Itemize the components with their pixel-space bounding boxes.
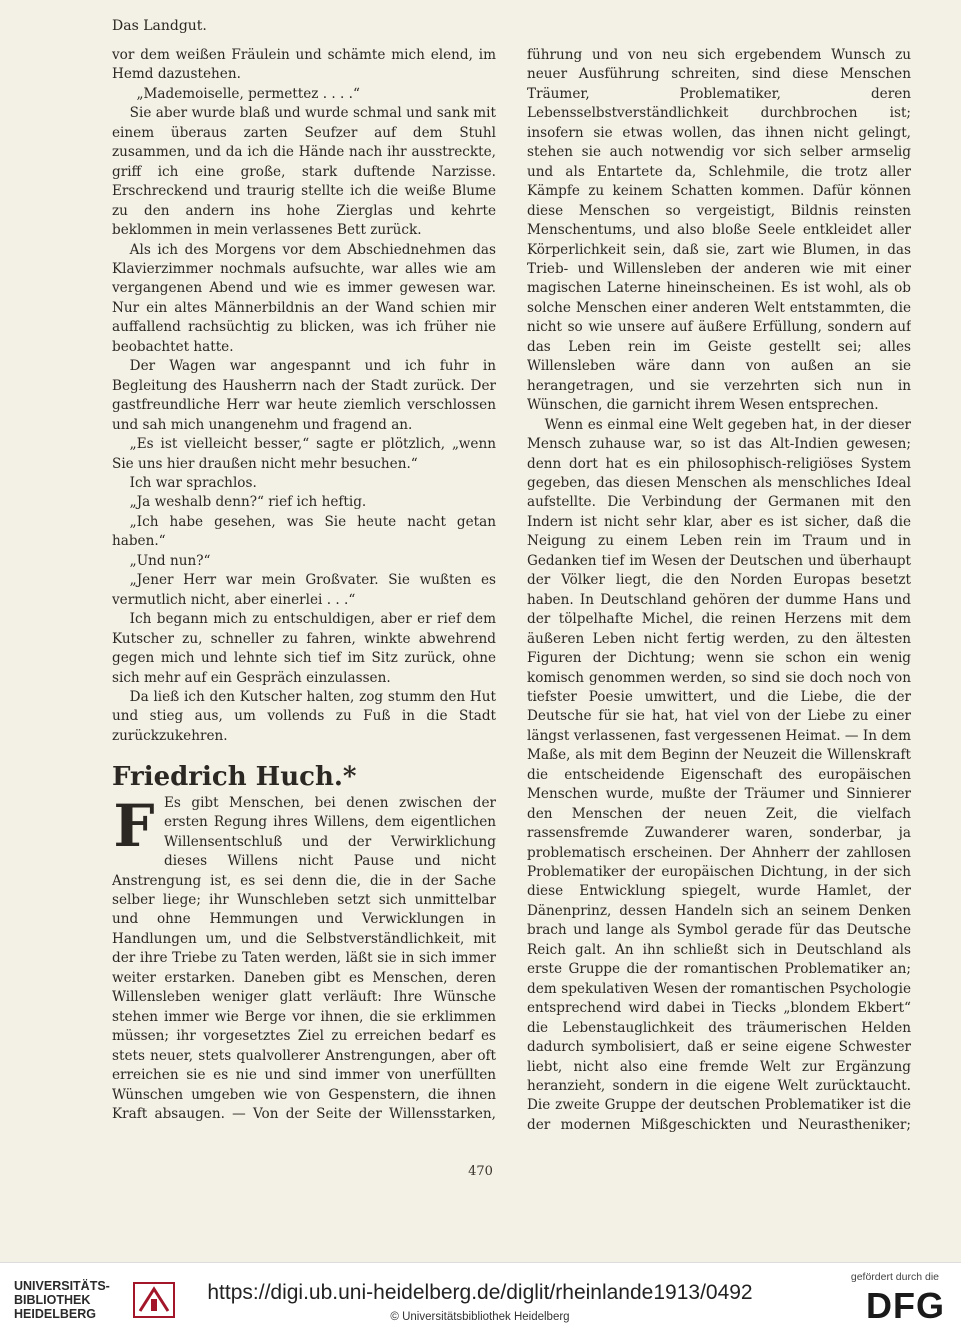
viewer-footer [0, 1262, 961, 1335]
paragraph: „Mademoiselle, permettez . . . .“ [136, 85, 360, 102]
paragraph: „Ich habe gesehen, was Sie heute nacht getan haben.“ [112, 513, 496, 550]
dropcap: F [113, 791, 155, 860]
logo-line: HEIDELBERG [14, 1307, 96, 1321]
article-text: Es gibt Menschen, bei denen zwischen der ersten Regung ihres Willens, dem eigentlichen Willensentschluß und der Verwirklichung dieses Willens nicht Pause und nicht Anstrengung ist, es sei denn die, die in der Sache selber liege; ihr Wunschleben setzt sich unmittelbar und ohne Hemmungen und Verwicklungen in Handlungen um, und die Selbstverständlichkeit, mit der ihre Triebe zu Taten werden, läßt sie in sich immer weiter erstarken. Daneben gibt es Menschen, deren Willensleben weniger glatt verläuft: Ihre Wünsche stehen immer wie Berge vor ihnen, die sie erklimmen müssen; ihr vorgesetztes Ziel zu erreichen bedarf es stets neuer, stets qualvollerer Anstrengungen, aber oft erreichen sie es nie und sind immer von unerfüllten Wünschen umgeben wie von Gespenstern, die ihnen Kraft absaugen. — Von der Seite der Willensstarken, [112, 794, 496, 1123]
university-emblem-icon [132, 1277, 176, 1323]
paragraph: vor dem weißen Fräulein und schämte mich elend, im Hemd dazustehen. [112, 47, 496, 83]
paragraph: „Ja weshalb denn?“ rief ich heftig. [129, 494, 367, 511]
logo-line: BIBLIOTHEK [14, 1293, 91, 1307]
article-heading [112, 762, 496, 793]
university-library-logo[interactable] [14, 1279, 110, 1321]
right-column [527, 46, 911, 1136]
paragraph: Wenn es einmal eine Welt gegeben hat, in der dieser Mensch zuhause war, so ist das Alt-Indien gewesen; denn dort hat es ein philosophisch-religiöses System gegeben, das diesen Menschen als menschliches Ideal aufstellte. Die Verbindung der Germanen mit den Indern ist nicht sehr klar, aber es ist sicher, daß die Neigung zu einem Leben rein im Traum und in Gedanken tief im Wesen der Deutschen und überhaupt der Völker liegt, die den Norden Europas besetzt haben. In Deutschland gehören der dumme Hans und der tölpelhafte Michel, die reinen Herzens mit dem äußeren Leben nicht fertig werden, zu den ältesten Figuren der Dichtung; wenn sie schon ein wenig komisch genommen werden, so sind sie doch noch von tiefster Poesie umwittert, und die Liebe, die der Deutsche für sie hat, hat viel von der Liebe zu einer längst verlassenen, fast vergessenen Heimat. — In dem Maße, als mit dem Beginn der Neuzeit die Willenskraft die entscheidende Eigenschaft des europäischen Menschen wurde, mußte der Träumer und Sinnierer den Menschen der neuen Zeit, die vielfach rassensfremde Zuwanderer waren, sonderbar, ja problematisch erscheinen. Der Ahnherr der zahllosen Problematiker der europäischen Dichtung, in der sich diese Entwicklung spiegelt, wurde Hamlet, der Dänenprinz, dessen Handeln sich an seinem Denken brach und lange als Symbol gerade für das Deutsche Reich galt. An ihn schließt sich in Deutschland als erste Gruppe die der romantischen Problematiker an; dem spekulativen Wesen der romantischen Psychologie entsprechend wird dabei in Tiecks „blondem Ekbert“ die Lebenstauglichkeit des träumerischen Helden dadurch symbolisiert, daß er seine eigene Schwester liebt, nicht also eine fremde Welt zur Ergänzung heranzieht, sondern in die eigene Welt zurücktaucht. Die zweite Gruppe der deutschen Problematiker ist die der modernen Mißgeschickten und Neurastheniker; [527, 416, 911, 1133]
paragraph: Ich begann mich zu entschuldigen, aber er rief dem Kutscher zu, schneller zu fahren, winkte abwehrend gegen mich und lehnte sich tief im Sitz zurück, ohne sich mehr auf ein Gespräch einzulassen. [112, 611, 496, 686]
page-number: 470 [468, 1164, 493, 1179]
article-heading-text: Friedrich Huch.* [112, 762, 357, 793]
paragraph: führung und von neu sich ergebendem Wunsch zu neuer Ausführung schreiten, sind diese Menschen Träumer, Problematiker, deren Lebensselbstverständlichkeit durchbrochen ist; insofern sie etwas wollen, das ihnen nicht gelingt, stehen sie auch notwendig vor sich selber armselig und als Entartete da, Schlehmile, die trotz aller Kämpfe zu keinem Schatten kommen. Dafür können diese Menschen so vergeistigt, Bildnis reinsten Menschentums, und also bloße Seele entkleidet aller Körperlichkeit sein, daß sie, zart wie Blumen, in das Trieb- und Willensleben der anderen wie mit einer magischen Laterne hineinscheinen. Es ist wohl, als ob solche Menschen einer anderen Welt entstammten, die nicht so wie unsere auf äußere Erfüllung, sondern auf das Leben rein im Geiste gestellt sei; alles Willensleben wäre dann von außen an sie herangetragen, und sie verzehrten sich nun in Wünschen, die garnicht ihrem Wesen entsprechen. [527, 47, 911, 414]
paragraph: Sie aber wurde blaß und wurde schmal und sank mit einem überaus zarten Seufzer auf dem Stuhl zusammen, und da ich die Hände nach ihr ausstreckte, griff ich eine große, stark duftende Narzisse. Erschreckend und traurig stellte ich die weiße Blume zu den andern ins hohe Zierglas und kehrte beklommen in mein verlassenes Bett zurück. [112, 105, 496, 239]
funder-label: gefördert durch die [850, 1271, 939, 1283]
article-body [112, 791, 496, 1126]
paragraph: Ich war sprachlos. [129, 474, 257, 491]
paragraph: Als ich des Morgens vor dem Abschiednehmen das Klavierzimmer nochmals aufsuchte, war alles wie am vergangenen Abend und wie es immer gewesen war. Nur ein altes Männerbildnis an der Wand schien mir auffallend rachsüchtig zu blicken, was ich früher nie beobachtet hatte. [112, 241, 496, 355]
paragraph: „Jener Herr war mein Großvater. Sie wußten es vermutlich nicht, aber einerlei . . .“ [112, 572, 496, 608]
permalink-url[interactable]: https://digi.ub.uni-heidelberg.de/diglit/rheinlande1913/0492 [207, 1281, 753, 1304]
dfg-logo[interactable]: DFG [866, 1285, 945, 1326]
paragraph: „Es ist vielleicht besser,“ sagte er plötzlich, „wenn Sie uns hier draußen nicht mehr besuchen.“ [112, 436, 496, 472]
paragraph: „Und nun?“ [129, 552, 211, 569]
copyright-notice: © Universitätsbibliothek Heidelberg [390, 1311, 570, 1323]
left-column [112, 46, 496, 1126]
paragraph: Der Wagen war angespannt und ich fuhr in Begleitung des Hausherrn nach der Stadt zurück. Der gastfreundliche Herr war heute ziemlich verschlossen und sah mich unangenehm und fragend an. [112, 358, 496, 433]
paragraph: Da ließ ich den Kutscher halten, zog stumm den Hut und stieg aus, um vollends zu Fuß in die Stadt zurückzukehren. [112, 688, 496, 744]
logo-line: UNIVERSITÄTS- [14, 1279, 110, 1293]
running-head: Das Landgut. [112, 18, 207, 34]
